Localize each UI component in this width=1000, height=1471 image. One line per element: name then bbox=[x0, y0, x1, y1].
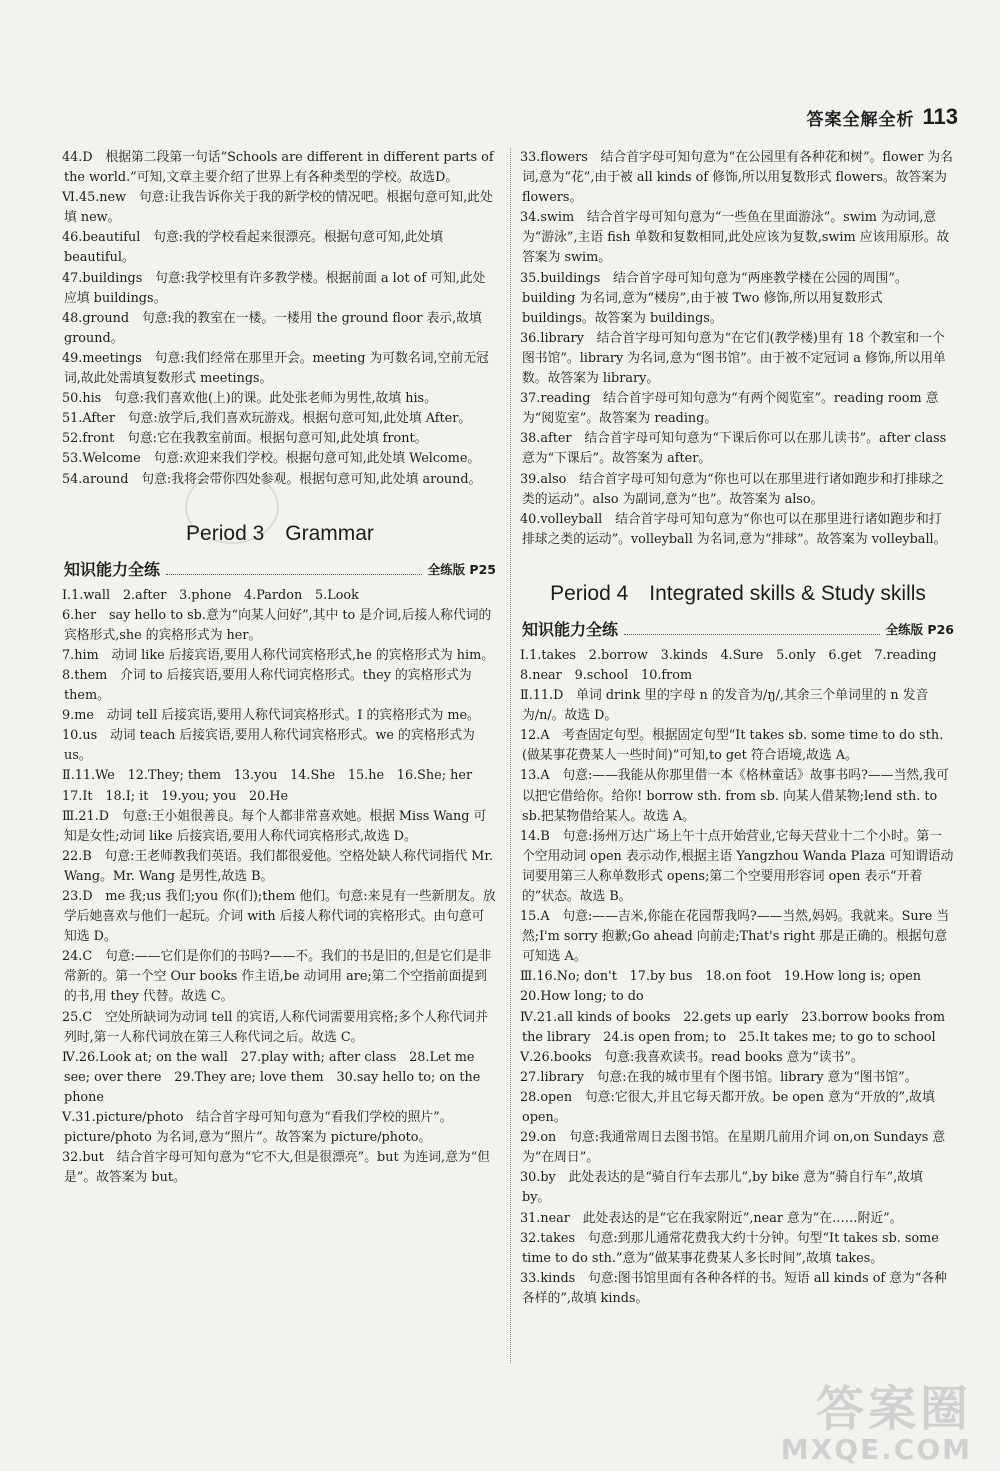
page-header bbox=[807, 104, 959, 130]
answer-entry: 23.D me 我;us 我们;you 你(们);them 他们。句意:来見有一些新朋友。放学后她喜欢与他们一起玩。介词 with 后接人称代词的宾格形式。由句意可知选 D。 bbox=[62, 889, 496, 945]
answer-entry: 37.reading 结合首字母可知句意为“有两个阅览室”。reading room 意为“阅览室”。故答案为 reading。 bbox=[520, 391, 939, 427]
watermark-sub: MXQE.COM bbox=[780, 1433, 972, 1466]
answer-entry: 12.A 考查固定句型。根据固定句型“It takes sb. some time to do sth.(做某事花费某人一些时间)”可知,to get 符合语境,故选 A。 bbox=[520, 728, 944, 764]
answer-entry: 6.her say hello to sb.意为“向某人问好”,其中 to 是介词,后接人称代词的宾格形式,she 的宾格形式为 her。 bbox=[62, 607, 492, 643]
answer-entry: 34.swim 结合首字母可知句意为“一些鱼在里面游泳”。swim 为动词,意为“游泳”,主语 fish 单数和复数相同,此处应该为复数,swim 应该用原形。故答案为 swim。 bbox=[520, 210, 950, 266]
answer-entry: Ⅴ.31.picture/photo 结合首字母可知句意为“看我们学校的照片”。picture/photo 为名词,意为“照片”。故答案为 picture/photo。 bbox=[62, 1110, 453, 1146]
answer-entry: 27.library 句意:在我的城市里有个图书馆。library 意为“图书馆”。 bbox=[520, 1069, 918, 1085]
watermark-main: 答案圈 bbox=[815, 1381, 972, 1437]
answer-entry: 8.near 9.school 10.from bbox=[520, 667, 693, 683]
answer-entry: 22.B 句意:王老师教我们英语。我们都很爱他。空格处缺人称代词指代 Mr. Wang。Mr. Wang 是男性,故选 B。 bbox=[62, 848, 494, 884]
answer-entry: 31.near 此处表达的是“它在我家附近”,near 意为“在……附近”。 bbox=[520, 1210, 903, 1226]
answer-entry: 33.kinds 句意:图书馆里面有各种各样的书。短语 all kinds of 意为“各种各样的”,故填 kinds。 bbox=[520, 1270, 947, 1306]
answer-entry: 51.After 句意:放学后,我们喜欢玩游戏。根据句意可知,此处填 After。 bbox=[62, 411, 472, 427]
answer-entry: 50.his 句意:我们喜欢他(上)的课。此处张老师为男性,故填 his。 bbox=[62, 391, 437, 407]
answer-entry: 10.us 动词 teach 后接宾语,要用人称代词宾格形式。we 的宾格形式为 us。 bbox=[62, 728, 475, 764]
section-bar-right bbox=[522, 618, 954, 642]
answer-entry: Ⅲ.16.No; don't 17.by bus 18.on foot 19.How long is; open bbox=[520, 969, 922, 985]
answer-entry: 35.buildings 结合首字母可知句意为“两座教学楼在公园的周围”。building 为名词,意为“楼房”,由于被 Two 修饰,所以用复数形式 buildings。故答案为 buildings。 bbox=[520, 270, 908, 326]
answer-entry: 54.around 句意:我将会带你四处参观。根据句意可知,此处填 around。 bbox=[62, 471, 482, 487]
header-title: 答案全解全析 bbox=[806, 109, 915, 130]
answer-entry: 38.after 结合首字母可知句意为“下课后你可以在那儿读书”。after class 意为“下课后”。故答案为 after。 bbox=[520, 431, 947, 467]
answer-entry: 13.A 句意:——我能从你那里借一本《格林童话》故事书吗?——当然,我可以把它借给你。给你! borrow sth. from sb. 向某人借某物;lend sth. to sb.把某物借给某人。故选 A。 bbox=[520, 768, 949, 824]
answer-entry: 49.meetings 句意:我们经常在那里开会。meeting 为可数名词,空前无冠词,故此处需填复数形式 meetings。 bbox=[62, 350, 489, 387]
answer-entry: Ⅳ.21.all kinds of books 22.gets up early 23.borrow books from the library 24.is open from; to 25.It takes me; to go to school bbox=[520, 1009, 945, 1045]
section-bar-left bbox=[64, 558, 496, 582]
answer-entry: Ⅲ.21.D 句意:王小姐很善良。每个人都非常喜欢她。根据 Miss Wang 可知是女性;动词 like 后接宾语,要用人称代词宾格形式,故选 D。 bbox=[62, 808, 487, 844]
answer-entry: 20.How long; to do bbox=[520, 989, 644, 1005]
answer-entry: 52.front 句意:它在我教室前面。根据句意可知,此处填 front。 bbox=[62, 431, 428, 447]
column-divider bbox=[510, 148, 511, 1363]
answer-entry: Ⅰ.1.wall 2.after 3.phone 4.Pardon 5.Look bbox=[62, 587, 359, 603]
answer-entry: Ⅵ.45.new 句意:让我告诉你关于我的新学校的情况吧。根据句意可知,此处填 new。 bbox=[62, 190, 493, 226]
section-name: 知识能力全练 bbox=[64, 559, 161, 579]
answer-entry: 44.D 根据第二段第一句话“Schools are different in different parts of the world.”可知,文章主要介绍了世界上有各种类型的学校。故选D。 bbox=[62, 150, 494, 186]
answer-entry: 40.volleyball 结合首字母可知句意为“你也可以在那里进行诸如跑步和打排球之类的运动”。volleyball 为名词,意为“排球”。故答案为 volleyball。 bbox=[520, 511, 947, 547]
period-title-left: Period 3 Grammar bbox=[186, 521, 374, 545]
answer-entry: 25.C 空处所缺词为动词 tell 的宾语,人称代词需要用宾格;多个人称代词并列时,第一人称代词放在第三人称代词之后。故选 C。 bbox=[62, 1009, 488, 1045]
answer-entry: 17.It 18.I; it 19.you; you 20.He bbox=[62, 788, 289, 804]
answer-entry: 47.buildings 句意:我学校里有许多教学楼。根据前面 a lot of 可知,此处应填 buildings。 bbox=[62, 270, 486, 306]
answer-entry: Ⅳ.26.Look at; on the wall 27.play with; after class 28.Let me see; over there 29.They are; love them 30.say hello to; on the phone bbox=[62, 1049, 481, 1105]
right-section-answers bbox=[522, 646, 954, 1309]
answer-entry: 15.A 句意:——吉米,你能在花园帮我吗?——当然,妈妈。我就来。Sure 当然;I'm sorry 抱歉;Go ahead 向前走;That's right 那是正确的。根据句意可知选 A。 bbox=[520, 909, 950, 965]
dotted-leader bbox=[624, 624, 880, 635]
answer-entry: 29.on 句意:我通常周日去图书馆。在星期几前用介词 on,on Sundays 意为“在周日”。 bbox=[520, 1130, 946, 1166]
answer-entry: 46.beautiful 句意:我的学校看起来很漂亮。根据句意可知,此处填 beautiful。 bbox=[62, 230, 444, 266]
right-answers bbox=[522, 148, 954, 550]
answer-entry: Ⅱ.11.We 12.They; them 13.you 14.She 15.he 16.She; her bbox=[62, 768, 473, 784]
answer-entry: 8.them 介词 to 后接宾语,要用人称代词宾格形式。they 的宾格形式为 them。 bbox=[62, 667, 472, 704]
left-section-answers bbox=[64, 586, 496, 1189]
right-column bbox=[522, 148, 954, 1309]
answer-entry: 9.me 动词 tell 后接宾语,要用人称代词宾格形式。I 的宾格形式为 me。 bbox=[62, 708, 480, 724]
answer-entry: 14.B 句意:扬州万达广场上午十点开始营业,它每天营业十二个小时。第一个空用动词 open 表示动作,根据主语 Yangzhou Wanda Plaza 可知谓语动词要用第三人称单数形式 opens;第二个空要用形容词 open 表示“开着的”状态。故选 B。 bbox=[520, 828, 954, 904]
answer-entry: 32.takes 句意:到那儿通常花费我大约十分钟。句型“It takes sb. some time to do sth.”意为“做某事花费某人多长时间”,故填 takes。 bbox=[520, 1230, 939, 1266]
left-column bbox=[64, 148, 496, 1188]
period-title-right: Period 4 Integrated skills & Study skills bbox=[550, 581, 926, 605]
answer-entry: 48.ground 句意:我的教室在一楼。一楼用 the ground floor 表示,故填 ground。 bbox=[62, 310, 482, 346]
answer-entry: 39.also 结合首字母可知句意为“你也可以在那里进行诸如跑步和打排球之类的运动”。also 为副词,意为“也”。故答案为 also。 bbox=[520, 471, 944, 507]
answer-entry: 30.by 此处表达的是“骑自行车去那儿”,by bike 意为“骑自行车”,故填 by。 bbox=[520, 1170, 923, 1206]
section-name: 知识能力全练 bbox=[522, 619, 619, 639]
dotted-leader bbox=[166, 564, 422, 575]
answer-entry: 7.him 动词 like 后接宾语,要用人称代词宾格形式,he 的宾格形式为 him。 bbox=[62, 647, 495, 663]
answer-entry: Ⅱ.11.D 单词 drink 里的字母 n 的发音为/ŋ/,其余三个单词里的 n 发音为/n/。故选 D。 bbox=[520, 688, 929, 724]
answer-entry: Ⅰ.1.takes 2.borrow 3.kinds 4.Sure 5.only 6.get 7.reading bbox=[520, 647, 937, 663]
answer-entry: 36.library 结合首字母可知句意为“在它们(教学楼)里有 18 个教室和一个图书馆”。library 为名词,意为“图书馆”。由于被不定冠词 a 修饰,所以用单数。故答案为 library。 bbox=[520, 330, 946, 387]
page-number: 113 bbox=[922, 104, 958, 129]
left-answers bbox=[64, 148, 496, 490]
section-ref: 全练版 P26 bbox=[885, 621, 954, 637]
answer-entry: 32.but 结合首字母可知句意为“它不大,但是很漂亮”。but 为连词,意为“但是”。故答案为 but。 bbox=[62, 1150, 491, 1186]
watermark bbox=[781, 1383, 972, 1465]
answer-entry: 24.C 句意:——它们是你们的书吗?——不。我们的书是旧的,但是它们是非常新的。第一个空 Our books 作主语,be 动词用 are;第二个空指前面提到的书,用 they 代替。故选 C。 bbox=[62, 949, 492, 1005]
answer-entry: 28.open 句意:它很大,并且它每天都开放。be open 意为“开放的”,故填 open。 bbox=[520, 1089, 935, 1126]
answer-entry: 53.Welcome 句意:欢迎来我们学校。根据句意可知,此处填 Welcome。 bbox=[62, 451, 481, 467]
answer-entry: 33.flowers 结合首字母可知句意为“在公园里有各种花和树”。flower 为名词,意为“花”,由于被 all kinds of 修饰,所以用复数形式 flowers。故答案为 flowers。 bbox=[520, 150, 953, 206]
answer-entry: Ⅴ.26.books 句意:我喜欢读书。read books 意为“读书”。 bbox=[520, 1049, 864, 1065]
section-ref: 全练版 P25 bbox=[427, 561, 496, 577]
